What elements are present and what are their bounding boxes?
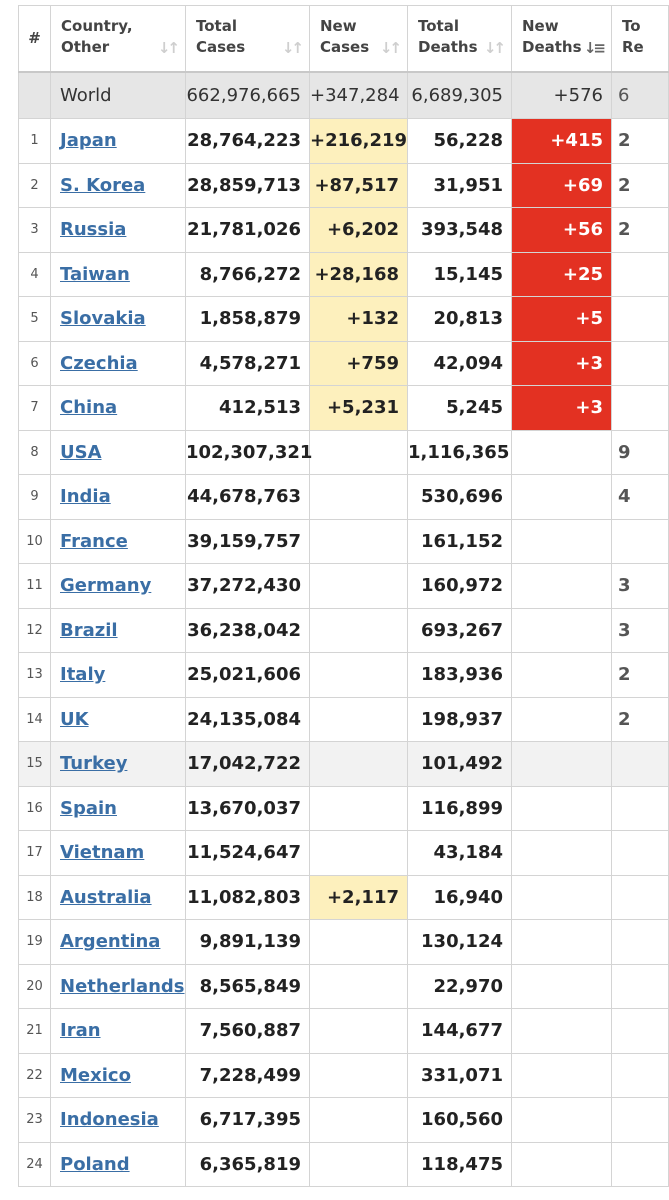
rank-cell: 17 (19, 831, 51, 876)
total-cases-cell: 44,678,763 (186, 475, 310, 520)
total-deaths-cell: 43,184 (408, 831, 512, 876)
new-cases-cell: +87,517 (310, 163, 408, 208)
country-link[interactable]: Mexico (60, 1064, 131, 1086)
total-cases-cell: 24,135,084 (186, 697, 310, 742)
total-cases-cell: 6,717,395 (186, 1098, 310, 1143)
new-cases-cell (310, 697, 408, 742)
sort-both-icon: ↓↑ (483, 39, 503, 57)
rank-cell: 1 (19, 119, 51, 164)
sort-descending-icon: ↓≡ (583, 39, 603, 57)
country-cell (51, 297, 186, 342)
total-recovered-cell (612, 1098, 669, 1143)
total-cases-cell: 102,307,321 (186, 430, 310, 475)
rank-cell: 5 (19, 297, 51, 342)
total-recovered-cell (612, 208, 669, 253)
column-header-new-deaths-label: New Deaths (522, 17, 582, 56)
new-deaths-cell (512, 831, 612, 876)
world-total-row (19, 72, 669, 119)
total-cases-cell: 412,513 (186, 386, 310, 431)
country-link[interactable]: India (60, 486, 111, 508)
total-deaths-cell: 693,267 (408, 608, 512, 653)
country-cell (51, 831, 186, 876)
rank-cell: 3 (19, 208, 51, 253)
world-total-recovered-cell: 6 (612, 72, 669, 119)
table-row (19, 1098, 669, 1143)
table-row (19, 786, 669, 831)
total-recovered-cell (612, 119, 669, 164)
rank-cell: 22 (19, 1053, 51, 1098)
total-recovered-cell (612, 1009, 669, 1054)
rank-cell: 14 (19, 697, 51, 742)
total-cases-cell: 28,859,713 (186, 163, 310, 208)
world-country-cell: World (51, 72, 186, 119)
table-row (19, 386, 669, 431)
table-row (19, 608, 669, 653)
new-deaths-cell: +415 (512, 119, 612, 164)
table-row (19, 697, 669, 742)
country-link[interactable]: China (60, 397, 118, 419)
new-cases-cell (310, 608, 408, 653)
total-recovered-cell (612, 564, 669, 609)
total-recovered-cell (612, 341, 669, 386)
table-row (19, 163, 669, 208)
country-cell (51, 697, 186, 742)
country-link[interactable]: Vietnam (60, 842, 145, 864)
country-cell (51, 964, 186, 1009)
new-deaths-cell: +3 (512, 341, 612, 386)
total-deaths-cell: 160,972 (408, 564, 512, 609)
total-deaths-cell: 144,677 (408, 1009, 512, 1054)
table-row (19, 742, 669, 787)
country-link[interactable]: Brazil (60, 619, 118, 641)
total-cases-cell: 4,578,271 (186, 341, 310, 386)
new-cases-cell: +2,117 (310, 875, 408, 920)
total-deaths-cell: 198,937 (408, 697, 512, 742)
country-link[interactable]: Germany (60, 575, 152, 597)
country-cell (51, 742, 186, 787)
total-deaths-cell: 161,152 (408, 519, 512, 564)
country-cell (51, 1142, 186, 1187)
total-recovered-partial: 2 (618, 664, 631, 686)
new-deaths-cell (512, 875, 612, 920)
total-recovered-cell (612, 608, 669, 653)
country-link[interactable]: Czechia (60, 352, 138, 374)
column-header-total-deaths-label: Total Deaths (418, 17, 478, 56)
total-deaths-cell: 42,094 (408, 341, 512, 386)
total-recovered-cell (612, 653, 669, 698)
total-deaths-cell: 160,560 (408, 1098, 512, 1143)
new-cases-cell (310, 831, 408, 876)
country-link[interactable]: Slovakia (60, 308, 146, 330)
total-deaths-cell: 1,116,365 (408, 430, 512, 475)
column-header-total-deaths[interactable] (408, 6, 512, 73)
total-recovered-cell (612, 297, 669, 342)
new-deaths-cell (512, 920, 612, 965)
country-cell (51, 252, 186, 297)
total-cases-cell: 13,670,037 (186, 786, 310, 831)
rank-cell: 7 (19, 386, 51, 431)
new-cases-cell (310, 786, 408, 831)
world-total-deaths-cell: 6,689,305 (408, 72, 512, 119)
table-row (19, 1142, 669, 1187)
country-link[interactable]: Russia (60, 219, 127, 241)
rank-cell: 23 (19, 1098, 51, 1143)
rank-cell: 10 (19, 519, 51, 564)
total-deaths-cell: 118,475 (408, 1142, 512, 1187)
total-deaths-cell: 16,940 (408, 875, 512, 920)
country-link[interactable]: Japan (60, 130, 117, 152)
total-deaths-cell: 20,813 (408, 297, 512, 342)
country-link[interactable]: Spain (60, 797, 117, 819)
new-cases-cell: +132 (310, 297, 408, 342)
new-cases-cell (310, 1053, 408, 1098)
country-link[interactable]: Australia (60, 886, 152, 908)
new-cases-cell (310, 742, 408, 787)
country-cell (51, 920, 186, 965)
column-header-new-cases[interactable] (310, 6, 408, 73)
total-deaths-cell: 393,548 (408, 208, 512, 253)
new-deaths-cell (512, 653, 612, 698)
table-row (19, 920, 669, 965)
covid-stats-table (18, 5, 669, 1187)
table-row (19, 653, 669, 698)
rank-cell: 9 (19, 475, 51, 520)
total-recovered-cell (612, 519, 669, 564)
new-cases-cell: +759 (310, 341, 408, 386)
new-deaths-cell (512, 786, 612, 831)
new-deaths-cell (512, 430, 612, 475)
rank-cell: 13 (19, 653, 51, 698)
new-deaths-cell: +69 (512, 163, 612, 208)
total-recovered-partial: 3 (618, 575, 631, 597)
column-header-total-recovered-label: To Re (622, 17, 644, 56)
total-cases-cell: 6,365,819 (186, 1142, 310, 1187)
rank-cell: 21 (19, 1009, 51, 1054)
country-link[interactable]: UK (60, 708, 89, 730)
table-row (19, 252, 669, 297)
total-recovered-partial: 2 (618, 219, 631, 241)
total-recovered-partial: 2 (618, 174, 631, 196)
new-cases-cell: +6,202 (310, 208, 408, 253)
total-deaths-cell: 530,696 (408, 475, 512, 520)
country-cell (51, 163, 186, 208)
new-deaths-cell (512, 1098, 612, 1143)
table-row (19, 1009, 669, 1054)
new-deaths-cell (512, 1142, 612, 1187)
country-cell (51, 875, 186, 920)
rank-cell: 19 (19, 920, 51, 965)
total-cases-cell: 17,042,722 (186, 742, 310, 787)
new-cases-cell (310, 519, 408, 564)
total-deaths-cell: 22,970 (408, 964, 512, 1009)
total-recovered-partial: 2 (618, 130, 631, 152)
rank-cell: 2 (19, 163, 51, 208)
total-cases-cell: 1,858,879 (186, 297, 310, 342)
total-recovered-cell (612, 786, 669, 831)
country-link[interactable]: Iran (60, 1020, 101, 1042)
total-recovered-cell (612, 831, 669, 876)
country-cell (51, 1053, 186, 1098)
total-deaths-cell: 331,071 (408, 1053, 512, 1098)
country-cell (51, 1098, 186, 1143)
country-cell (51, 119, 186, 164)
total-recovered-cell (612, 875, 669, 920)
new-deaths-cell: +25 (512, 252, 612, 297)
country-link[interactable]: Netherlands (60, 975, 185, 997)
world-rank-cell (19, 72, 51, 119)
total-recovered-cell (612, 252, 669, 297)
new-cases-cell (310, 430, 408, 475)
new-deaths-cell (512, 519, 612, 564)
total-cases-cell: 7,228,499 (186, 1053, 310, 1098)
country-link[interactable]: USA (60, 441, 102, 463)
total-recovered-partial: 4 (618, 486, 631, 508)
total-deaths-cell: 116,899 (408, 786, 512, 831)
rank-cell: 15 (19, 742, 51, 787)
total-deaths-cell: 183,936 (408, 653, 512, 698)
total-deaths-cell: 15,145 (408, 252, 512, 297)
column-header-country-label: Country, Other (61, 17, 133, 56)
column-header-country[interactable] (51, 6, 186, 73)
new-cases-cell: +5,231 (310, 386, 408, 431)
new-deaths-cell: +3 (512, 386, 612, 431)
total-cases-cell: 21,781,026 (186, 208, 310, 253)
rank-cell: 4 (19, 252, 51, 297)
country-link[interactable]: Argentina (60, 931, 161, 953)
table-row (19, 475, 669, 520)
rank-cell: 8 (19, 430, 51, 475)
total-cases-cell: 25,021,606 (186, 653, 310, 698)
country-cell (51, 519, 186, 564)
total-recovered-cell (612, 964, 669, 1009)
new-deaths-cell (512, 742, 612, 787)
country-link[interactable]: France (60, 530, 128, 552)
new-cases-cell (310, 920, 408, 965)
table-row (19, 341, 669, 386)
country-link[interactable]: S. Korea (60, 174, 146, 196)
rank-cell: 11 (19, 564, 51, 609)
total-deaths-cell: 56,228 (408, 119, 512, 164)
table-row (19, 297, 669, 342)
country-link[interactable]: Poland (60, 1153, 130, 1175)
new-cases-cell (310, 964, 408, 1009)
table-row (19, 119, 669, 164)
table-row (19, 564, 669, 609)
total-deaths-cell: 5,245 (408, 386, 512, 431)
rank-cell: 18 (19, 875, 51, 920)
table-row (19, 875, 669, 920)
table-row (19, 831, 669, 876)
new-cases-cell (310, 1098, 408, 1143)
column-header-new-cases-label: New Cases (320, 17, 370, 56)
new-cases-cell (310, 475, 408, 520)
new-cases-cell (310, 1009, 408, 1054)
country-link[interactable]: Italy (60, 664, 106, 686)
table-row (19, 430, 669, 475)
rank-cell: 24 (19, 1142, 51, 1187)
country-cell (51, 475, 186, 520)
new-deaths-cell (512, 1053, 612, 1098)
new-deaths-cell (512, 964, 612, 1009)
column-header-rank-label: # (28, 29, 41, 47)
sort-both-icon: ↓↑ (281, 39, 301, 57)
rank-cell: 16 (19, 786, 51, 831)
new-cases-cell (310, 1142, 408, 1187)
total-recovered-cell (612, 386, 669, 431)
rank-cell: 20 (19, 964, 51, 1009)
total-cases-cell: 37,272,430 (186, 564, 310, 609)
country-cell (51, 1009, 186, 1054)
total-recovered-cell (612, 475, 669, 520)
new-deaths-cell (512, 697, 612, 742)
sort-both-icon: ↓↑ (379, 39, 399, 57)
new-deaths-cell (512, 608, 612, 653)
new-cases-cell: +28,168 (310, 252, 408, 297)
column-header-total-cases[interactable] (186, 6, 310, 73)
table-row (19, 1053, 669, 1098)
total-cases-cell: 28,764,223 (186, 119, 310, 164)
column-header-new-deaths[interactable] (512, 6, 612, 73)
total-cases-cell: 11,082,803 (186, 875, 310, 920)
rank-cell: 6 (19, 341, 51, 386)
new-deaths-cell (512, 564, 612, 609)
total-recovered-cell (612, 920, 669, 965)
table-row (19, 519, 669, 564)
total-deaths-cell: 130,124 (408, 920, 512, 965)
total-cases-cell: 11,524,647 (186, 831, 310, 876)
country-link[interactable]: Turkey (60, 753, 128, 775)
total-recovered-cell (612, 430, 669, 475)
total-deaths-cell: 101,492 (408, 742, 512, 787)
country-cell (51, 386, 186, 431)
country-link[interactable]: Taiwan (60, 263, 130, 285)
total-cases-cell: 8,565,849 (186, 964, 310, 1009)
country-cell (51, 786, 186, 831)
total-cases-cell: 7,560,887 (186, 1009, 310, 1054)
new-cases-cell (310, 653, 408, 698)
new-cases-cell (310, 564, 408, 609)
new-deaths-cell: +5 (512, 297, 612, 342)
total-recovered-cell (612, 742, 669, 787)
table-row (19, 964, 669, 1009)
country-cell (51, 653, 186, 698)
column-header-total-cases-label: Total Cases (196, 17, 246, 56)
total-cases-cell: 8,766,272 (186, 252, 310, 297)
total-recovered-partial: 2 (618, 708, 631, 730)
new-cases-cell: +216,219 (310, 119, 408, 164)
new-deaths-cell (512, 1009, 612, 1054)
table-row (19, 208, 669, 253)
country-cell (51, 430, 186, 475)
total-cases-cell: 39,159,757 (186, 519, 310, 564)
sort-both-icon: ↓↑ (157, 39, 177, 57)
total-recovered-partial: 3 (618, 619, 631, 641)
table-header-row (19, 6, 669, 73)
total-recovered-partial: 9 (618, 441, 631, 463)
world-total-cases-cell: 662,976,665 (186, 72, 310, 119)
rank-cell: 12 (19, 608, 51, 653)
country-cell (51, 341, 186, 386)
country-link[interactable]: Indonesia (60, 1109, 159, 1131)
country-cell (51, 208, 186, 253)
total-deaths-cell: 31,951 (408, 163, 512, 208)
total-recovered-cell (612, 1053, 669, 1098)
country-cell (51, 608, 186, 653)
country-cell (51, 564, 186, 609)
world-new-deaths-cell: +576 (512, 72, 612, 119)
total-cases-cell: 36,238,042 (186, 608, 310, 653)
new-deaths-cell (512, 475, 612, 520)
total-cases-cell: 9,891,139 (186, 920, 310, 965)
total-recovered-cell (612, 163, 669, 208)
column-header-total-recovered[interactable] (612, 6, 669, 73)
world-new-cases-cell: +347,284 (310, 72, 408, 119)
total-recovered-cell (612, 697, 669, 742)
column-header-rank[interactable] (19, 6, 51, 73)
total-recovered-cell (612, 1142, 669, 1187)
new-deaths-cell: +56 (512, 208, 612, 253)
